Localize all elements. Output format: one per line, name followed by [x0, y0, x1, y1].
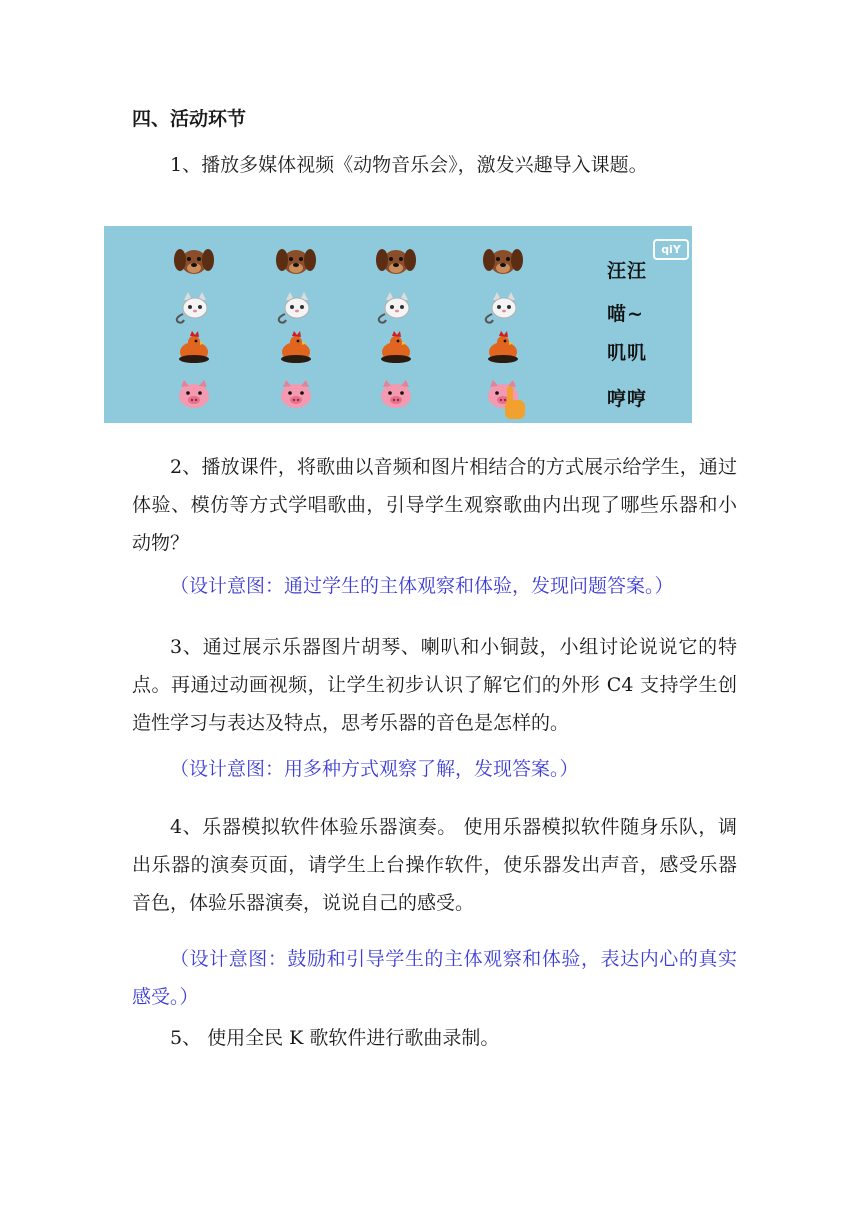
- sound-label-rooster: 叽叽: [607, 342, 648, 364]
- paragraph-3: 3、通过展示乐器图片胡琴、喇叭和小铜鼓，小组讨论说说它的特点。再通过动画视频，让学生初步认识了解它们的外形 C4 支持学生创造性学习与表达及特点，思考乐器的音色是怎样的。: [132, 636, 737, 734]
- paragraph-2: 2、播放课件，将歌曲以音频和图片相结合的方式展示给学生，通过体验、模仿等方式学唱歌曲，引导学生观察歌曲内出现了哪些乐器和小动物？: [132, 456, 737, 554]
- dog-row: [174, 249, 523, 274]
- design-intent-3: （设计意图：鼓励和引导学生的主体观察和体验，表达内心的真实感受。）: [132, 948, 737, 1008]
- pig-row: [179, 380, 518, 408]
- section-title: 四、活动环节: [132, 108, 247, 130]
- paragraph-5: 5、 使用全民 K 歌软件进行歌曲录制。: [170, 1027, 500, 1049]
- paragraph-1: 1、播放多媒体视频《动物音乐会》，激发兴趣导入课题。: [170, 154, 648, 176]
- video-watermark-icon: qiY: [653, 239, 689, 260]
- animal-concert-image: [104, 226, 692, 423]
- sound-label-pig: 哼哼: [607, 388, 648, 410]
- cat-row: [177, 292, 516, 323]
- rooster-row: [179, 331, 518, 363]
- sound-label-cat: 喵~: [607, 303, 644, 325]
- sound-label-dog: 汪汪: [607, 260, 648, 282]
- design-intent-2: （设计意图：用多种方式观察了解，发现答案。）: [170, 758, 579, 780]
- paragraph-4: 4、乐器模拟软件体验乐器演奏。 使用乐器模拟软件随身乐队，调出乐器的演奏页面，请学生上台操作软件，使乐器发出声音，感受乐器音色，体验乐器演奏，说说自己的感受。: [132, 816, 737, 914]
- design-intent-1: （设计意图：通过学生的主体观察和体验，发现问题答案。）: [170, 575, 674, 597]
